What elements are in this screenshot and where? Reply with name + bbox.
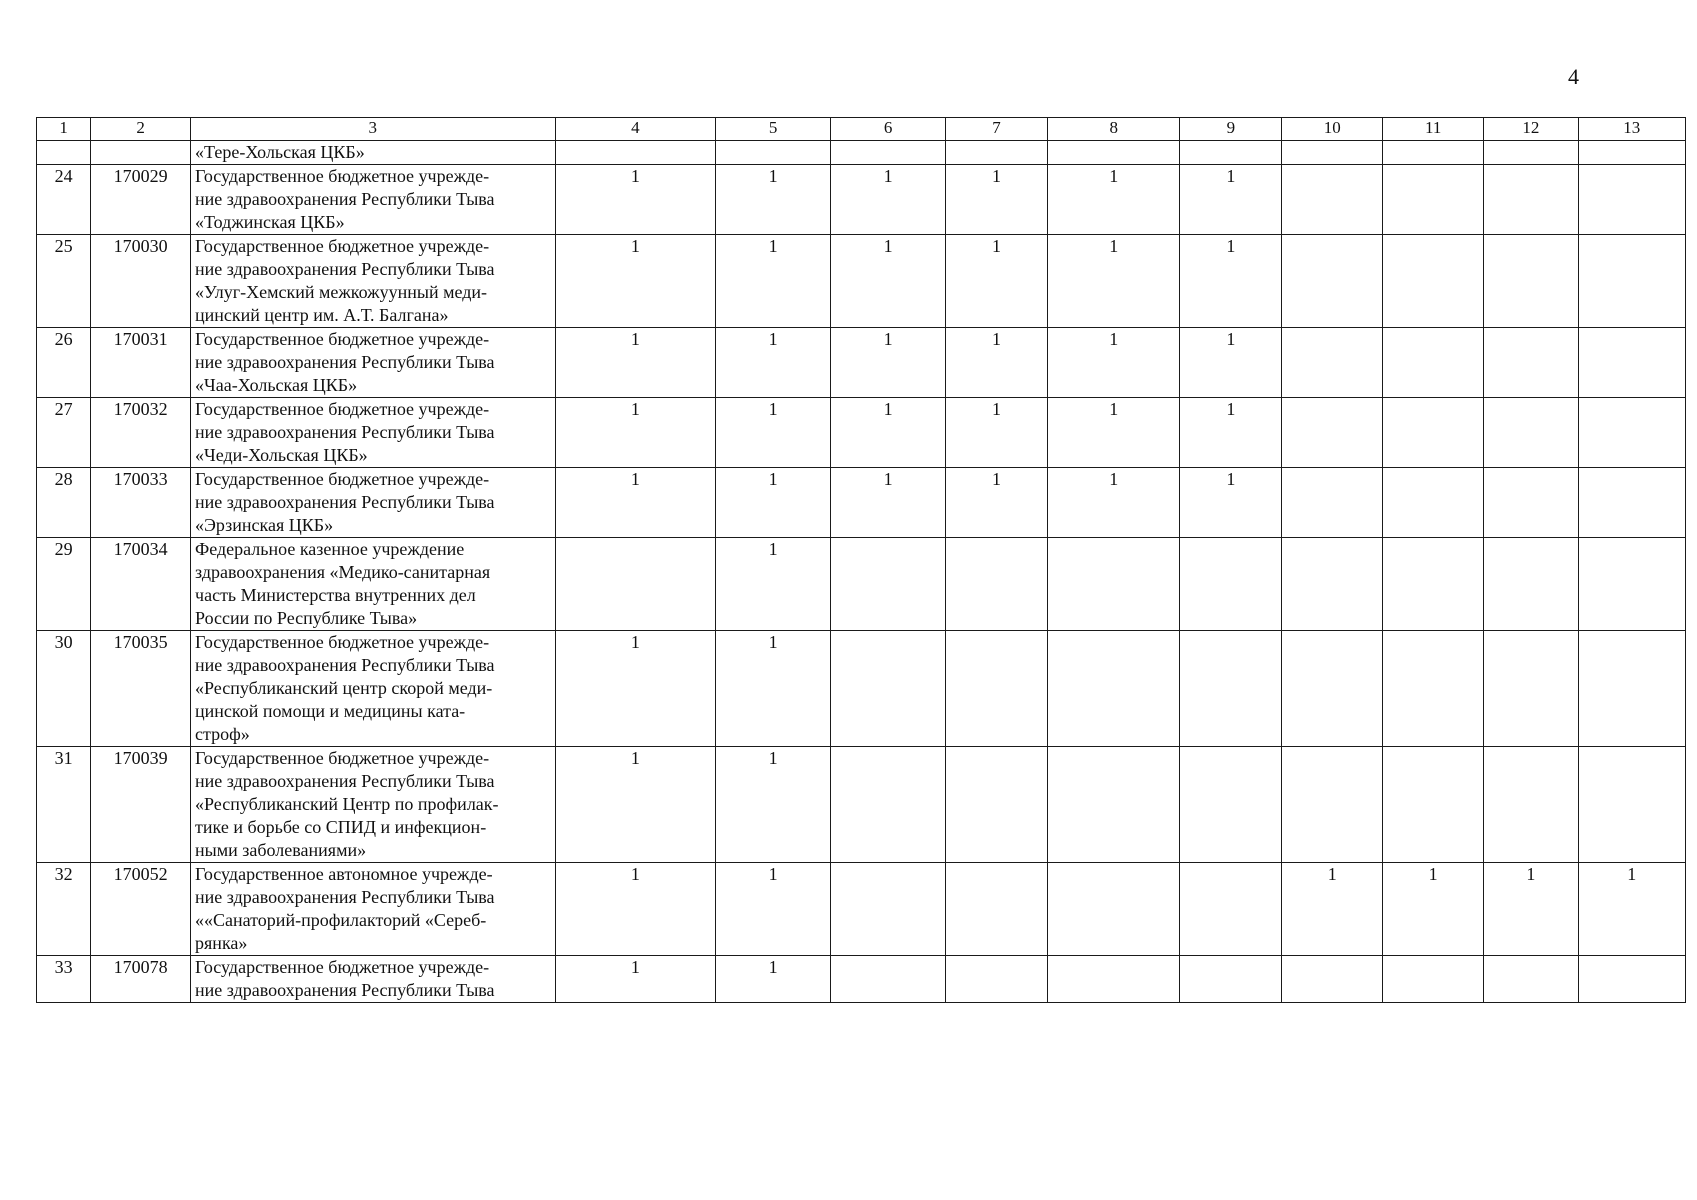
mark-cell-col-12 — [1484, 747, 1578, 863]
mark-cell-col-13 — [1578, 141, 1686, 165]
mark-cell-col-6: 1 — [831, 398, 946, 468]
organization-name-line: ние здравоохранения Республики Тыва — [195, 771, 495, 791]
mark-cell-col-9: 1 — [1180, 165, 1282, 235]
mark-cell-col-12 — [1484, 398, 1578, 468]
organization-name-line: Государственное бюджетное учрежде- — [195, 399, 490, 419]
mark-cell-col-11 — [1383, 538, 1484, 631]
mark-cell-col-10 — [1282, 538, 1383, 631]
organization-name-line: цинский центр им. А.Т. Балгана» — [195, 305, 449, 325]
organization-name-line: Государственное бюджетное учрежде- — [195, 632, 490, 652]
table-row — [37, 328, 1686, 398]
organization-code: 170033 — [91, 468, 191, 538]
mark-cell-col-7: 1 — [946, 165, 1048, 235]
row-number: 32 — [37, 863, 91, 956]
organization-name-line: ние здравоохранения Республики Тыва — [195, 189, 495, 209]
column-header-5: 5 — [716, 118, 831, 141]
mark-cell-col-8 — [1048, 631, 1180, 747]
mark-cell-col-7: 1 — [946, 235, 1048, 328]
column-header-3: 3 — [191, 118, 556, 141]
organization-name-line: «Республиканский центр скорой меди- — [195, 678, 493, 698]
mark-cell-col-13 — [1578, 468, 1686, 538]
mark-cell-col-10: 1 — [1282, 863, 1383, 956]
mark-cell-col-11 — [1383, 141, 1484, 165]
organization-name-line: Государственное бюджетное учрежде- — [195, 957, 490, 977]
organization-name — [191, 141, 556, 165]
mark-cell-col-10 — [1282, 165, 1383, 235]
mark-cell-col-5: 1 — [716, 863, 831, 956]
page-number: 4 — [1568, 64, 1579, 89]
mark-cell-col-12 — [1484, 538, 1578, 631]
organization-code: 170031 — [91, 328, 191, 398]
mark-cell-col-12 — [1484, 631, 1578, 747]
mark-cell-col-8 — [1048, 141, 1180, 165]
column-header-8: 8 — [1048, 118, 1180, 141]
document-table — [36, 117, 1686, 1003]
organization-name-line: ние здравоохранения Республики Тыва — [195, 655, 495, 675]
mark-cell-col-7 — [946, 956, 1048, 1003]
organization-code: 170035 — [91, 631, 191, 747]
mark-cell-col-4: 1 — [555, 863, 716, 956]
table-row — [37, 538, 1686, 631]
column-header-6: 6 — [831, 118, 946, 141]
mark-cell-col-12 — [1484, 328, 1578, 398]
mark-cell-col-11: 1 — [1383, 863, 1484, 956]
table-row — [37, 956, 1686, 1003]
mark-cell-col-10 — [1282, 956, 1383, 1003]
mark-cell-col-5: 1 — [716, 468, 831, 538]
header-row — [37, 118, 1686, 141]
mark-cell-col-6: 1 — [831, 468, 946, 538]
mark-cell-col-5 — [716, 141, 831, 165]
organization-name — [191, 328, 556, 398]
row-number: 28 — [37, 468, 91, 538]
organization-name-line: «Улуг-Хемский межкожуунный меди- — [195, 282, 488, 302]
mark-cell-col-8: 1 — [1048, 468, 1180, 538]
mark-cell-col-9 — [1180, 863, 1282, 956]
mark-cell-col-5: 1 — [716, 631, 831, 747]
mark-cell-col-5: 1 — [716, 538, 831, 631]
row-number: 27 — [37, 398, 91, 468]
mark-cell-col-7: 1 — [946, 398, 1048, 468]
organization-code: 170030 — [91, 235, 191, 328]
organization-name-line: ние здравоохранения Республики Тыва — [195, 352, 495, 372]
row-number: 25 — [37, 235, 91, 328]
mark-cell-col-7 — [946, 141, 1048, 165]
table-row — [37, 398, 1686, 468]
mark-cell-col-4: 1 — [555, 468, 716, 538]
table-row — [37, 468, 1686, 538]
table-body — [37, 141, 1686, 1003]
mark-cell-col-10 — [1282, 631, 1383, 747]
organization-name — [191, 538, 556, 631]
mark-cell-col-10 — [1282, 141, 1383, 165]
mark-cell-col-4 — [555, 538, 716, 631]
mark-cell-col-7: 1 — [946, 468, 1048, 538]
table-row — [37, 165, 1686, 235]
organization-name — [191, 956, 556, 1003]
organization-name-line: «Чеди-Хольская ЦКБ» — [195, 445, 368, 465]
mark-cell-col-12 — [1484, 235, 1578, 328]
organization-name — [191, 747, 556, 863]
organization-name-line: Федеральное казенное учреждение — [195, 539, 465, 559]
organization-name-line: Государственное автономное учрежде- — [195, 864, 493, 884]
row-number: 33 — [37, 956, 91, 1003]
mark-cell-col-9 — [1180, 956, 1282, 1003]
mark-cell-col-11 — [1383, 631, 1484, 747]
mark-cell-col-4: 1 — [555, 747, 716, 863]
mark-cell-col-5: 1 — [716, 956, 831, 1003]
mark-cell-col-6 — [831, 863, 946, 956]
mark-cell-col-7 — [946, 631, 1048, 747]
mark-cell-col-13 — [1578, 328, 1686, 398]
column-header-12: 12 — [1484, 118, 1578, 141]
organization-name-line: ние здравоохранения Республики Тыва — [195, 980, 495, 1000]
table-row — [37, 747, 1686, 863]
mark-cell-col-8 — [1048, 863, 1180, 956]
organization-name-line: «Тере-Хольская ЦКБ» — [195, 142, 365, 162]
mark-cell-col-10 — [1282, 398, 1383, 468]
mark-cell-col-12 — [1484, 468, 1578, 538]
mark-cell-col-4: 1 — [555, 398, 716, 468]
mark-cell-col-12: 1 — [1484, 863, 1578, 956]
organization-name — [191, 468, 556, 538]
mark-cell-col-5: 1 — [716, 328, 831, 398]
mark-cell-col-12 — [1484, 141, 1578, 165]
mark-cell-col-10 — [1282, 747, 1383, 863]
mark-cell-col-8: 1 — [1048, 398, 1180, 468]
mark-cell-col-10 — [1282, 328, 1383, 398]
organization-name-line: здравоохранения «Медико-санитарная — [195, 562, 491, 582]
mark-cell-col-11 — [1383, 468, 1484, 538]
mark-cell-col-12 — [1484, 165, 1578, 235]
mark-cell-col-6 — [831, 956, 946, 1003]
mark-cell-col-8 — [1048, 956, 1180, 1003]
organization-name-line: тике и борьбе со СПИД и инфекцион- — [195, 817, 487, 837]
column-header-10: 10 — [1282, 118, 1383, 141]
mark-cell-col-9: 1 — [1180, 328, 1282, 398]
organization-name-line: России по Республике Тыва» — [195, 608, 418, 628]
mark-cell-col-7 — [946, 538, 1048, 631]
organization-name-line: ние здравоохранения Республики Тыва — [195, 492, 495, 512]
mark-cell-col-13 — [1578, 538, 1686, 631]
mark-cell-col-4: 1 — [555, 328, 716, 398]
mark-cell-col-9: 1 — [1180, 235, 1282, 328]
organization-name-line: цинской помощи и медицины ката- — [195, 701, 466, 721]
mark-cell-col-6 — [831, 631, 946, 747]
mark-cell-col-5: 1 — [716, 235, 831, 328]
mark-cell-col-8: 1 — [1048, 328, 1180, 398]
mark-cell-col-4: 1 — [555, 956, 716, 1003]
organization-name-line: ние здравоохранения Республики Тыва — [195, 887, 495, 907]
organization-name-line: «Чаа-Хольская ЦКБ» — [195, 375, 358, 395]
mark-cell-col-9: 1 — [1180, 398, 1282, 468]
mark-cell-col-4 — [555, 141, 716, 165]
mark-cell-col-7 — [946, 747, 1048, 863]
mark-cell-col-13 — [1578, 631, 1686, 747]
row-number — [37, 141, 91, 165]
mark-cell-col-9: 1 — [1180, 468, 1282, 538]
mark-cell-col-13 — [1578, 165, 1686, 235]
organization-code: 170029 — [91, 165, 191, 235]
mark-cell-col-13: 1 — [1578, 863, 1686, 956]
organization-name-line: рянка» — [195, 933, 248, 953]
organization-name — [191, 863, 556, 956]
mark-cell-col-4: 1 — [555, 235, 716, 328]
mark-cell-col-5: 1 — [716, 398, 831, 468]
mark-cell-col-6 — [831, 747, 946, 863]
mark-cell-col-5: 1 — [716, 747, 831, 863]
column-header-2: 2 — [91, 118, 191, 141]
row-number: 29 — [37, 538, 91, 631]
mark-cell-col-13 — [1578, 956, 1686, 1003]
mark-cell-col-11 — [1383, 235, 1484, 328]
organization-name-line: ными заболеваниями» — [195, 840, 367, 860]
row-number: 31 — [37, 747, 91, 863]
mark-cell-col-9 — [1180, 631, 1282, 747]
mark-cell-col-9 — [1180, 538, 1282, 631]
organization-name — [191, 165, 556, 235]
table-row — [37, 863, 1686, 956]
mark-cell-col-9 — [1180, 747, 1282, 863]
column-header-9: 9 — [1180, 118, 1282, 141]
organization-name-line: Государственное бюджетное учрежде- — [195, 748, 490, 768]
mark-cell-col-7: 1 — [946, 328, 1048, 398]
organization-code: 170034 — [91, 538, 191, 631]
organization-name-line: Государственное бюджетное учрежде- — [195, 166, 490, 186]
table-row — [37, 235, 1686, 328]
mark-cell-col-11 — [1383, 398, 1484, 468]
organization-name — [191, 235, 556, 328]
row-number: 26 — [37, 328, 91, 398]
column-header-11: 11 — [1383, 118, 1484, 141]
table-header — [37, 118, 1686, 141]
organization-name-line: «Республиканский Центр по профилак- — [195, 794, 499, 814]
column-header-1: 1 — [37, 118, 91, 141]
organization-name-line: Государственное бюджетное учрежде- — [195, 469, 490, 489]
mark-cell-col-13 — [1578, 398, 1686, 468]
mark-cell-col-6: 1 — [831, 165, 946, 235]
column-header-4: 4 — [555, 118, 716, 141]
mark-cell-col-8 — [1048, 538, 1180, 631]
organization-code: 170032 — [91, 398, 191, 468]
organization-name-line: часть Министерства внутренних дел — [195, 585, 476, 605]
mark-cell-col-7 — [946, 863, 1048, 956]
organization-code: 170052 — [91, 863, 191, 956]
mark-cell-col-4: 1 — [555, 165, 716, 235]
organization-name-line: ««Санаторий-профилакторий «Сереб- — [195, 910, 487, 930]
row-number: 24 — [37, 165, 91, 235]
mark-cell-col-6 — [831, 141, 946, 165]
organization-code: 170039 — [91, 747, 191, 863]
column-header-13: 13 — [1578, 118, 1686, 141]
mark-cell-col-13 — [1578, 747, 1686, 863]
column-header-7: 7 — [946, 118, 1048, 141]
organization-name-line: ние здравоохранения Республики Тыва — [195, 422, 495, 442]
mark-cell-col-4: 1 — [555, 631, 716, 747]
mark-cell-col-11 — [1383, 328, 1484, 398]
mark-cell-col-11 — [1383, 956, 1484, 1003]
mark-cell-col-10 — [1282, 235, 1383, 328]
organization-name-line: Государственное бюджетное учрежде- — [195, 329, 490, 349]
mark-cell-col-6: 1 — [831, 328, 946, 398]
organization-code: 170078 — [91, 956, 191, 1003]
organization-name-line: ние здравоохранения Республики Тыва — [195, 259, 495, 279]
mark-cell-col-6 — [831, 538, 946, 631]
mark-cell-col-8: 1 — [1048, 235, 1180, 328]
mark-cell-col-11 — [1383, 747, 1484, 863]
organization-name — [191, 398, 556, 468]
organization-name-line: Государственное бюджетное учрежде- — [195, 236, 490, 256]
organization-name — [191, 631, 556, 747]
mark-cell-col-13 — [1578, 235, 1686, 328]
mark-cell-col-12 — [1484, 956, 1578, 1003]
table-row — [37, 631, 1686, 747]
mark-cell-col-8 — [1048, 747, 1180, 863]
row-number: 30 — [37, 631, 91, 747]
mark-cell-col-5: 1 — [716, 165, 831, 235]
mark-cell-col-6: 1 — [831, 235, 946, 328]
organization-name-line: «Эрзинская ЦКБ» — [195, 515, 334, 535]
organization-code — [91, 141, 191, 165]
organization-name-line: строф» — [195, 724, 250, 744]
mark-cell-col-8: 1 — [1048, 165, 1180, 235]
mark-cell-col-9 — [1180, 141, 1282, 165]
mark-cell-col-10 — [1282, 468, 1383, 538]
organization-name-line: «Тоджинская ЦКБ» — [195, 212, 345, 232]
mark-cell-col-11 — [1383, 165, 1484, 235]
table-row — [37, 141, 1686, 165]
